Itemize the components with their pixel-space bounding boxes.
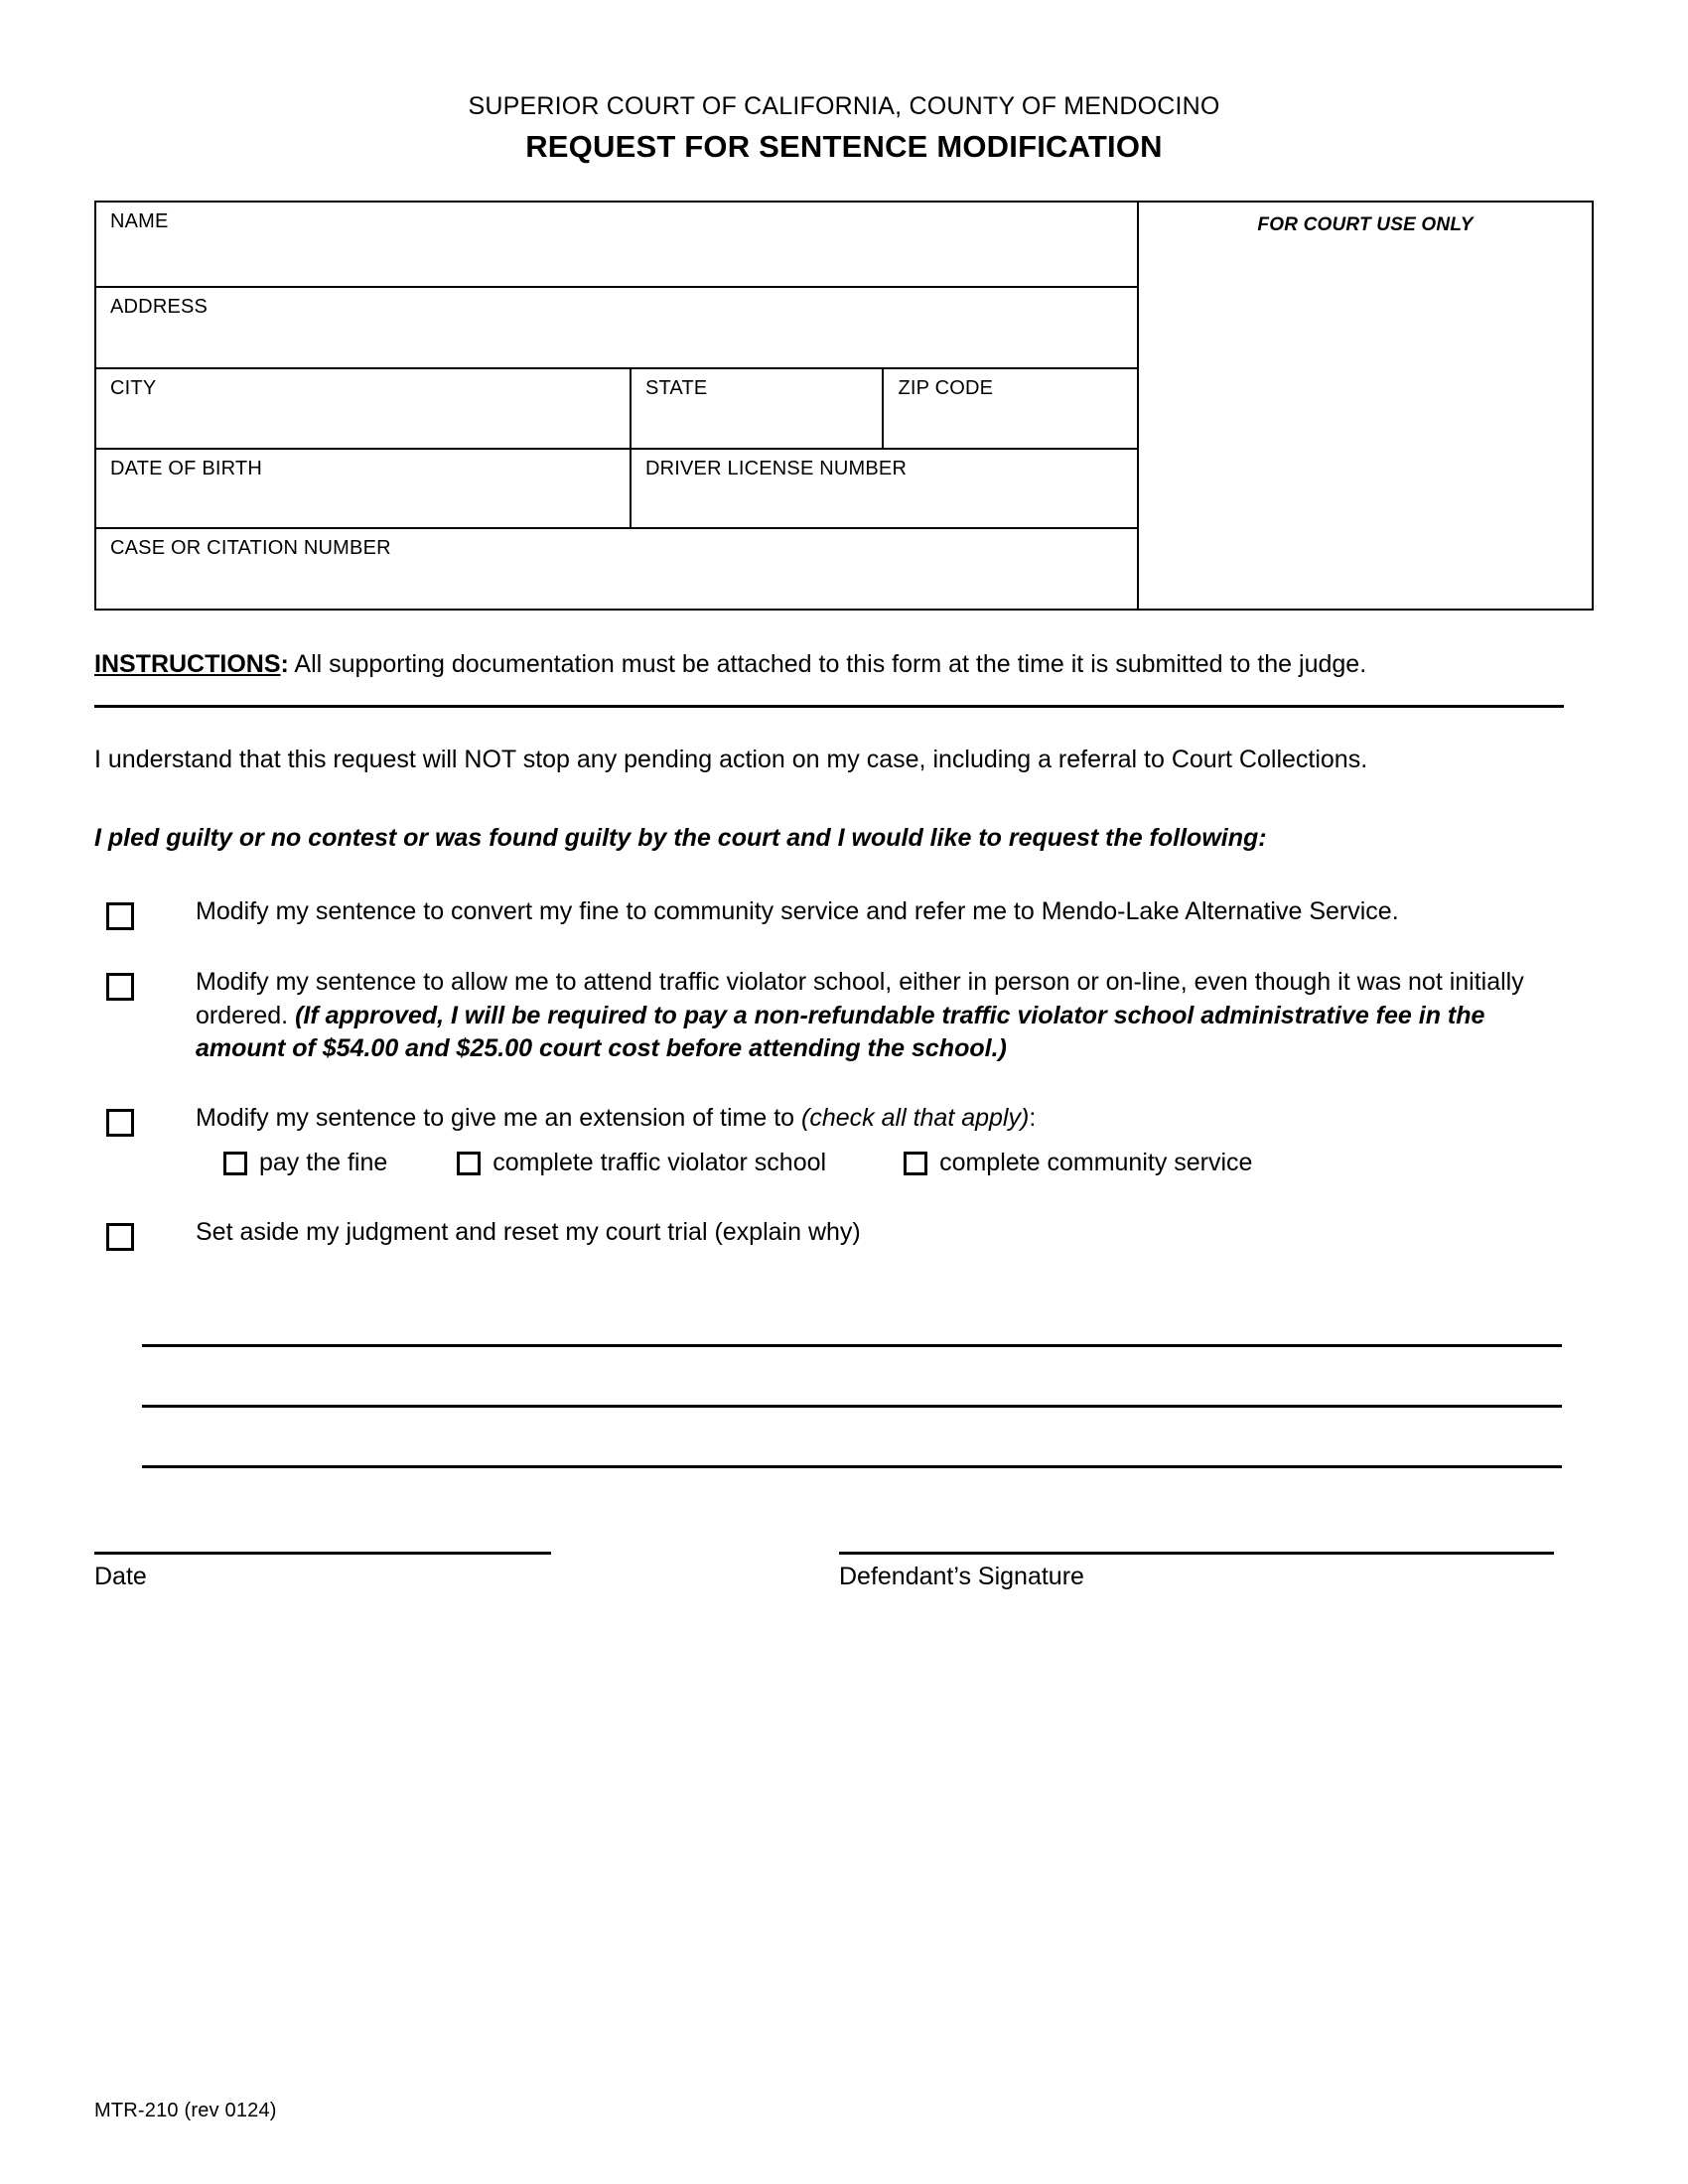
date-of-birth-label: DATE OF BIRTH	[110, 458, 262, 479]
options-list	[94, 895, 1594, 1251]
explanation-line-1[interactable]	[142, 1287, 1562, 1347]
case-number-label: CASE OR CITATION NUMBER	[110, 537, 391, 559]
extension-sub-options	[223, 1147, 1536, 1180]
sub-option-traffic-school[interactable]	[457, 1147, 826, 1180]
date-line[interactable]	[94, 1552, 551, 1555]
state-label: STATE	[644, 377, 708, 399]
signature-line[interactable]	[839, 1552, 1554, 1555]
option-extension-of-time[interactable]	[94, 1102, 1594, 1180]
court-name: SUPERIOR COURT OF CALIFORNIA, COUNTY OF MENDOCINO	[468, 92, 1220, 120]
date-label: Date	[94, 1562, 147, 1590]
checkbox-traffic-school[interactable]	[106, 973, 134, 1001]
sub-option-pay-fine-label: pay the fine	[259, 1149, 388, 1176]
sub-option-pay-fine[interactable]	[223, 1147, 387, 1180]
address-field[interactable]	[96, 288, 1137, 367]
address-label: ADDRESS	[110, 296, 209, 318]
row-dob-dl	[96, 450, 1137, 529]
checkbox-complete-community-service[interactable]	[904, 1152, 927, 1175]
option-community-service-label	[196, 895, 1536, 929]
option-2-emphasis: (If approved, I will be required to pay a non-refundable traffic violator school administrative fee in the amount of $54.00 and $25.00 court cost before attending the school.)	[196, 1001, 1485, 1062]
instructions-label: INSTRUCTIONS	[94, 650, 281, 678]
checkbox-pay-fine[interactable]	[223, 1152, 247, 1175]
zip-label: ZIP CODE	[898, 377, 994, 399]
case-number-field[interactable]	[96, 529, 1137, 609]
row-address	[96, 288, 1137, 369]
acknowledgement-text: I understand that this request will NOT stop any pending action on my case, including a referral to Court Collections.	[94, 746, 1368, 773]
signature-label: Defendant’s Signature	[839, 1562, 1084, 1590]
checkbox-complete-traffic-school[interactable]	[457, 1152, 481, 1175]
instructions-colon: :	[280, 650, 289, 678]
row-name	[96, 203, 1137, 288]
form-header	[0, 0, 1688, 165]
city-field[interactable]	[96, 369, 632, 448]
instructions-block	[94, 648, 1594, 681]
instructions-text: All supporting documentation must be attached to this form at the time it is submitted to the judge.	[288, 650, 1367, 678]
option-community-service[interactable]	[94, 895, 1594, 930]
option-traffic-school[interactable]	[94, 966, 1594, 1066]
checkbox-set-aside-judgment[interactable]	[106, 1223, 134, 1251]
sub-option-community-service[interactable]	[904, 1147, 1252, 1180]
plea-statement: I pled guilty or no contest or was found guilty by the court and I would like to request the following:	[94, 823, 1267, 852]
signature-area	[94, 1552, 1594, 1591]
option-3-text: Modify my sentence to give me an extension of time to	[196, 1103, 802, 1132]
option-traffic-school-label	[196, 966, 1536, 1066]
state-field[interactable]	[632, 369, 885, 448]
option-4-text: Set aside my judgment and reset my court trial (explain why)	[196, 1217, 861, 1246]
name-label: NAME	[110, 210, 169, 232]
option-set-aside-judgment[interactable]	[94, 1216, 1594, 1251]
option-3-text-after: :	[1029, 1103, 1037, 1132]
page-title: REQUEST FOR SENTENCE MODIFICATION	[525, 129, 1163, 164]
applicant-info-box	[94, 201, 1594, 611]
date-of-birth-field[interactable]	[96, 450, 632, 527]
form-number: MTR-210 (rev 0124)	[94, 2100, 277, 2121]
applicant-fields	[96, 203, 1139, 609]
court-use-only-label: FOR COURT USE ONLY	[1257, 214, 1474, 235]
checkbox-community-service[interactable]	[106, 902, 134, 930]
driver-license-field[interactable]	[632, 450, 1137, 527]
option-3-emphasis: (check all that apply)	[801, 1103, 1030, 1132]
checkbox-extension-of-time[interactable]	[106, 1109, 134, 1137]
city-label: CITY	[110, 377, 157, 399]
driver-license-label: DRIVER LICENSE NUMBER	[644, 458, 908, 479]
sub-option-traffic-school-label: complete traffic violator school	[492, 1149, 827, 1176]
explanation-lines	[142, 1287, 1594, 1468]
row-city-state-zip	[96, 369, 1137, 450]
explanation-line-2[interactable]	[142, 1347, 1562, 1408]
name-field[interactable]	[96, 203, 1137, 286]
row-case-number	[96, 529, 1137, 609]
option-extension-label	[196, 1102, 1536, 1180]
explanation-line-3[interactable]	[142, 1408, 1562, 1468]
divider-rule	[94, 705, 1564, 708]
sub-option-community-service-label: complete community service	[939, 1149, 1253, 1176]
option-2-text: Modify my sentence to allow me to attend traffic violator school, either in person or on-line, even though it was not initially ordered.	[196, 968, 1524, 1029]
form-body	[94, 611, 1594, 1591]
option-1-text: Modify my sentence to convert my fine to community service and refer me to Mendo-Lake Alternative Service.	[196, 897, 1399, 925]
zip-field[interactable]	[884, 369, 1137, 448]
court-use-only-box	[1139, 203, 1592, 609]
date-block	[94, 1552, 551, 1591]
signature-block	[839, 1552, 1554, 1591]
option-set-aside-label	[196, 1216, 1536, 1250]
